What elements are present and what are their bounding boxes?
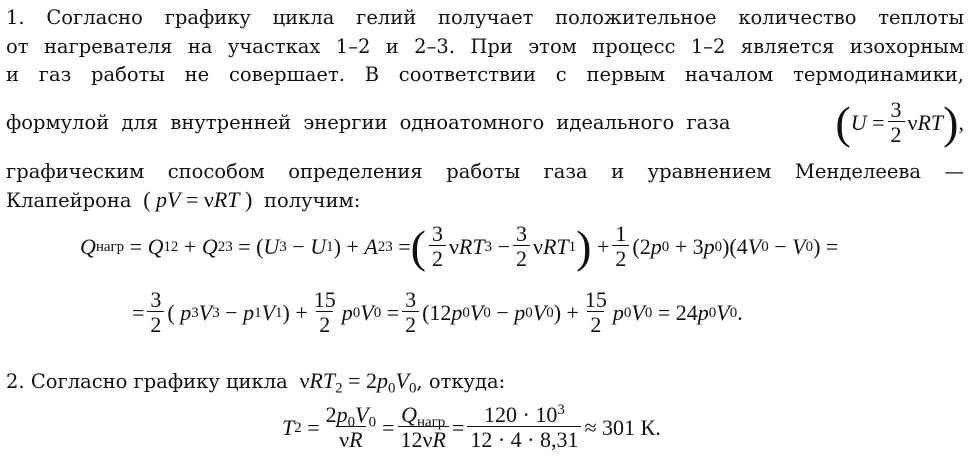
internal-energy-formula: ( U = $\frac{3}{2}$ ν RT ) , bbox=[835, 96, 964, 148]
clapeyron-equation: ( pV = νRT ) bbox=[137, 187, 258, 212]
paragraph-1-line-2: от нагревателя на участках 1–2 и 2–3. При этом процесс 1–2 является изохорным bbox=[6, 35, 964, 58]
paragraph-1-line-4: формулой для внутренней энергии одноатомного идеального газа ( U = $\frac{3}{2}$ ν RT ) , bbox=[6, 96, 964, 148]
heat-equation-line-2: = $\frac{3}{2}$ ( p 3 V 3 − p 1 V 1 ) + $\frac{15}{2}$ p 0 V 0 = $\frac{3}{2}$ (12 p 0 V 0 − p 0 V 0 ) + $\frac{15}{2}$ p 0 V 0 = 24 p 0 V 0 . bbox=[132, 287, 743, 338]
item-number-1: 1. bbox=[6, 6, 25, 29]
temperature-equation: T 2 = $\frac{2p_0V_0}{\nu R}$ = $\frac{Q_{нагр}}{12\nu R}$ = $\frac{120 \cdot 10^3}{12 \cdot 4 \cdot 8,31}$ ≈ 301 К. bbox=[282, 402, 661, 453]
paragraph-1-line-3: и газ работы не совершает. В соответствии с первым началом термодинамики, bbox=[6, 63, 964, 86]
paragraph-2: 2. Согласно графику цикла $\nu RT_2 = 2p_0V_0$, откуда: bbox=[6, 368, 506, 397]
paragraph-1-line-5: графическим способом определения работы газа и уравнением Менделеева — bbox=[6, 160, 964, 183]
paragraph-1-line-6: Клапейрона ( pV = νRT ) получим: bbox=[6, 187, 361, 212]
paragraph-1-line-1: 1. Согласно графику цикла гелий получает положительное количество теплоты bbox=[6, 6, 965, 29]
state-2-equation: $\nu RT_2 = 2p_0V_0$ bbox=[293, 368, 417, 397]
heat-equation-line-1: Q нагр = Q 12 + Q 23 = ( U 3 − U 1 ) + A 23 = ( $\frac{3}{2}$ ν RT 3 − $\frac{3}{2}$ ν RT 1 ) + $\frac{1}{2}$ (2 p 0 + 3 p 0 )(4 V 0 − V 0 ) = bbox=[80, 221, 839, 272]
item-number-2: 2. bbox=[6, 370, 25, 393]
